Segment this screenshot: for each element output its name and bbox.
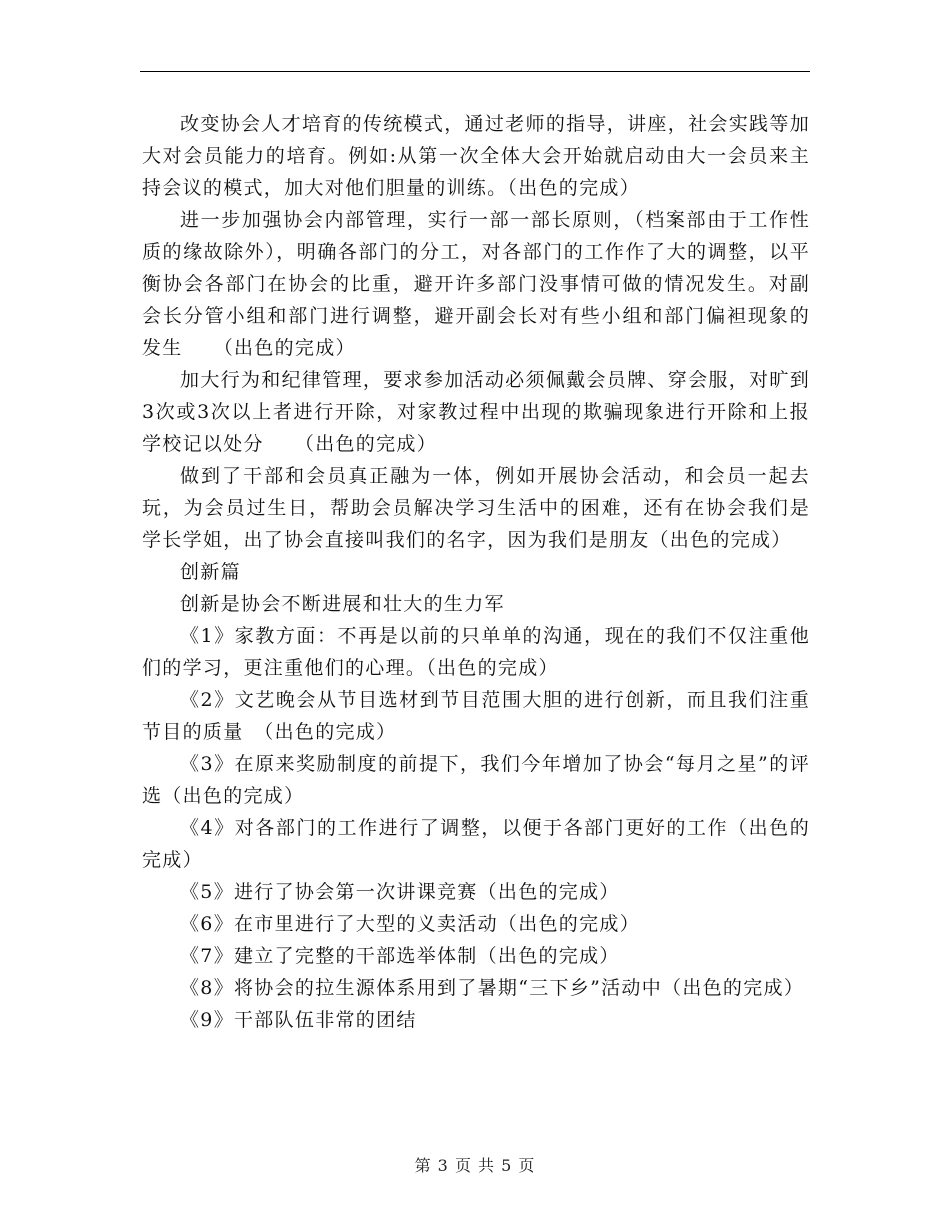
paragraph-unity: 做到了干部和会员真正融为一体，例如开展协会活动，和会员一起去玩，为会员过生日，帮助会员解决学习生活中的困难，还有在协会我们是学长学姐，出了协会直接叫我们的名字，因为我们是朋友（出色的完成）	[142, 465, 810, 551]
paragraph-internal-management: 进一步加强协会内部管理，实行一部一部长原则，（档案部由于工作性质的缘故除外），明确各部门的分工，对各部门的工作作了大的调整，以平衡协会各部门在协会的比重，避开许多部门没事情可做的情况发生。对副会长分管小组和部门进行调整，避开副会长对有些小组和部门偏袒现象的发生 （出色的完成）	[142, 209, 810, 359]
section-heading-innovation: 创新篇	[180, 561, 241, 583]
document-body	[142, 108, 810, 1036]
list-item-2: 《2》文艺晚会从节目选材到节目范围大胆的进行创新，而且我们注重节目的质量 （出色的完成）	[142, 689, 810, 743]
paragraph-talent-cultivation: 改变协会人才培育的传统模式，通过老师的指导，讲座，社会实践等加大对会员能力的培育。例如:从第一次全体大会开始就启动由大一会员来主持会议的模式，加大对他们胆量的训练。（出色的完成）	[142, 113, 810, 199]
list-item-4: 《4》对各部门的工作进行了调整，以便于各部门更好的工作（出色的完成）	[142, 817, 810, 871]
list-item-8: 《8》将协会的拉生源体系用到了暑期“三下乡”活动中（出色的完成）	[180, 977, 805, 999]
page-number: 第 3 页 共 5 页	[414, 1156, 536, 1175]
paragraph-discipline: 加大行为和纪律管理，要求参加活动必须佩戴会员牌、穿会服，对旷到3次或3次以上者进行开除，对家教过程中出现的欺骗现象进行开除和上报学校记以处分 （出色的完成）	[142, 369, 810, 455]
list-item-6: 《6》在市里进行了大型的义卖活动（出色的完成）	[180, 913, 640, 935]
header-rule	[140, 71, 810, 72]
list-item-3: 《3》在原来奖励制度的前提下，我们今年增加了协会“每月之星”的评选（出色的完成）	[142, 753, 810, 807]
list-item-9: 《9》干部队伍非常的团结	[180, 1009, 417, 1031]
list-item-1: 《1》家教方面：不再是以前的只单单的沟通，现在的我们不仅注重他们的学习，更注重他们的心理。（出色的完成）	[142, 625, 810, 679]
list-item-5: 《5》进行了协会第一次讲课竞赛（出色的完成）	[180, 881, 620, 903]
list-item-7: 《7》建立了完整的干部选举体制（出色的完成）	[180, 945, 620, 967]
paragraph-innovation-intro: 创新是协会不断进展和壮大的生力军	[180, 593, 505, 615]
